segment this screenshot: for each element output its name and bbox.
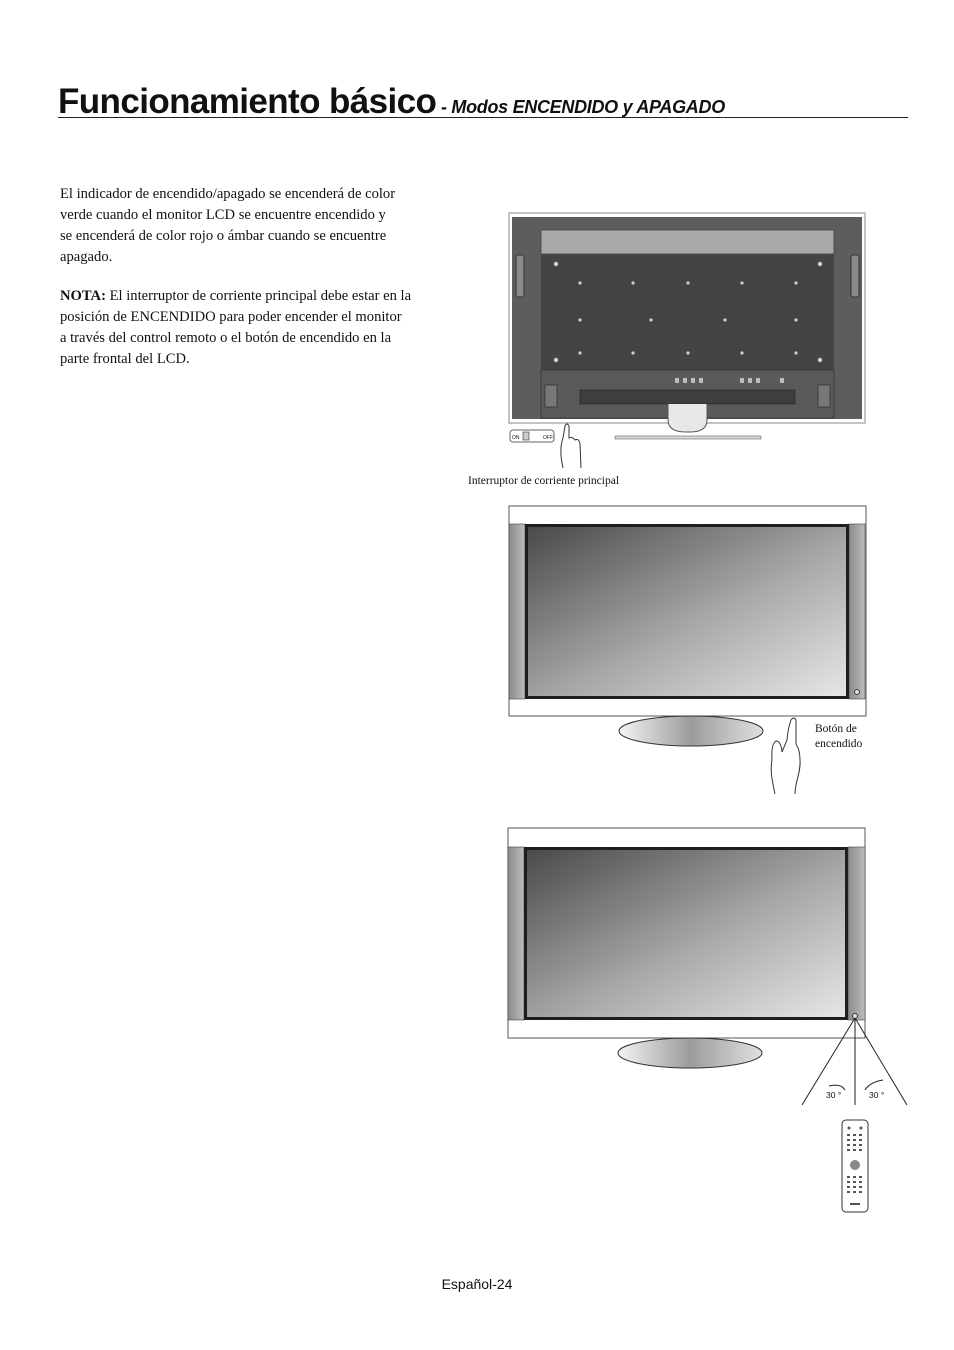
angle-right-label: 30 ° <box>869 1090 885 1100</box>
note-text: El interruptor de corriente principal debe estar en la <box>105 288 412 304</box>
remote-control-icon <box>842 1120 868 1212</box>
caption-line: Botón de <box>815 723 857 735</box>
power-button-icon <box>855 690 860 695</box>
text-line: a través del control remoto o el botón de encendido en la <box>60 330 392 346</box>
text-line: apagado. <box>60 249 113 265</box>
rear-view-figure <box>509 213 865 468</box>
title-subtitle: - Modos ENCENDIDO y APAGADO <box>436 97 725 117</box>
text-line: posición de ENCENDIDO para poder encender el monitor <box>60 309 402 325</box>
page-number: Español-24 <box>441 1276 513 1292</box>
pointing-hand-icon <box>561 424 581 468</box>
text-line: El indicador de encendido/apagado se encenderá de color <box>60 186 396 202</box>
switch-on-label: ON <box>512 435 520 441</box>
note-label: NOTA: <box>60 288 106 304</box>
switch-off-label: OFF <box>543 435 553 441</box>
front-view-figure <box>509 506 866 794</box>
text-line: se encenderá de color rojo o ámbar cuando se encuentre <box>60 228 387 244</box>
pointing-hand-icon <box>771 718 800 794</box>
main-power-switch-icon <box>523 432 529 440</box>
title-main: Funcionamiento básico <box>58 82 437 121</box>
angle-left-label: 30 ° <box>826 1090 842 1100</box>
text-line: verde cuando el monitor LCD se encuentre encendido y <box>60 207 386 223</box>
text-line: parte frontal del LCD. <box>60 351 190 367</box>
caption-line: encendido <box>815 738 863 750</box>
power-button-caption <box>815 722 862 752</box>
main-power-switch-caption: Interruptor de corriente principal <box>468 475 620 487</box>
remote-view-figure <box>508 828 907 1212</box>
